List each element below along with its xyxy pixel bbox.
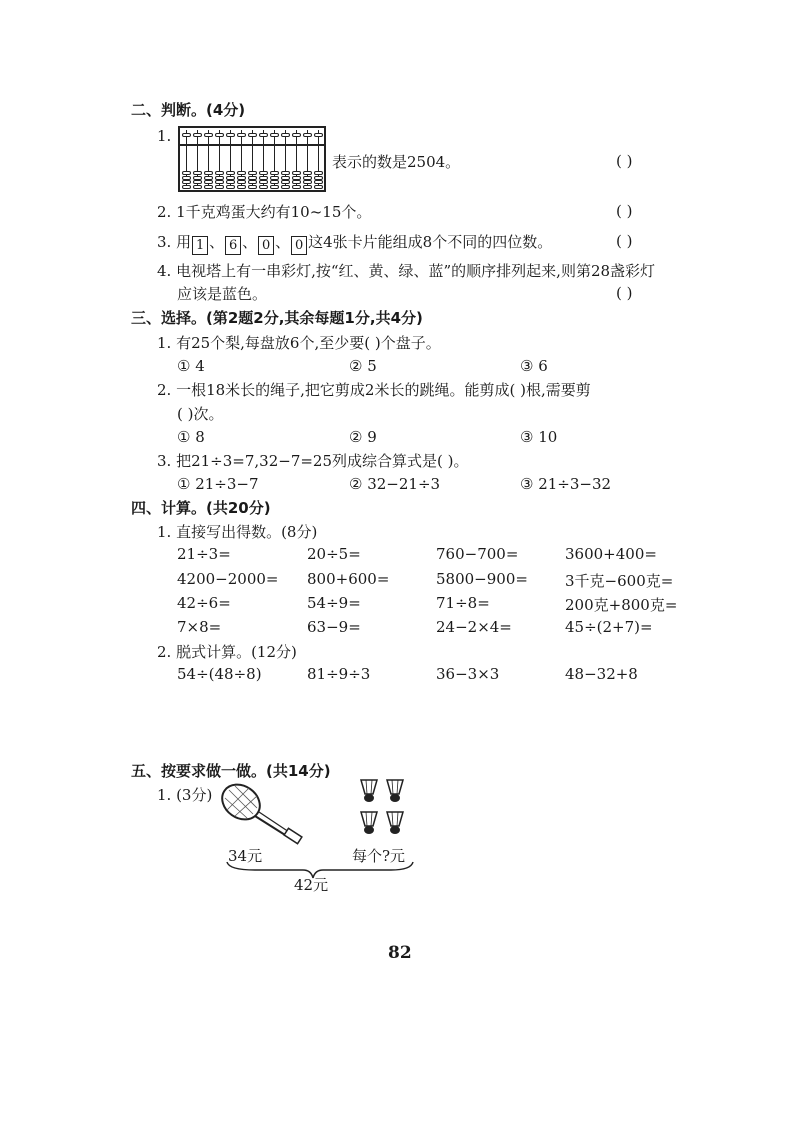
calc-item: 71÷8= [436,594,490,612]
abacus-bead [314,171,323,175]
abacus-bead [237,133,246,137]
choice-q2-line2: ( )次。 [177,405,224,423]
abacus-bead [215,185,224,189]
problem-q1-label: 1. (3分) [157,786,213,804]
abacus-bead [204,133,213,137]
abacus-bead [270,133,279,137]
abacus-bead [259,185,268,189]
choice-q1-option-c[interactable]: ③ 6 [520,357,548,375]
abacus-bead [215,133,224,137]
choice-q3-option-b[interactable]: ② 32−21÷3 [349,475,441,493]
abacus-bead [237,176,246,180]
choice-q1-option-b[interactable]: ② 5 [349,357,377,375]
judge-q4-line2: 应该是蓝色。 [177,285,268,303]
shuttlecock-icon [361,812,377,834]
calc-sub1-title: 1. 直接写出得数。(8分) [157,523,318,541]
abacus-bead [270,176,279,180]
calc-item: 63−9= [307,618,361,636]
judge-q3-answer[interactable]: ( ) [616,232,633,250]
abacus-bead [314,180,323,184]
abacus-bead [281,180,290,184]
judge-q3-prefix: 3. 用 [157,233,192,251]
abacus-bead [248,171,257,175]
abacus-bead [270,180,279,184]
calc-item: 3600+400= [565,545,657,563]
judge-q3-text: 3. 用 1 、 6 、 0 、 0 这4张卡片能组成8个不同的四位数。 [157,233,553,253]
abacus-bead [281,185,290,189]
abacus-bead [182,133,191,137]
abacus-bead [226,171,235,175]
abacus-bead [215,180,224,184]
abacus-bead [248,176,257,180]
abacus-bead [270,185,279,189]
abacus-bead [314,176,323,180]
choice-q3-option-a[interactable]: ① 21÷3−7 [177,475,259,493]
abacus-bead [237,185,246,189]
abacus-bead [182,185,191,189]
abacus-bead [292,133,301,137]
calc-item: 54÷9= [307,594,361,612]
section-2-title: 二、判断。(4分) [131,101,246,119]
shuttlecock-icon [387,780,403,802]
choice-q3-text: 3. 把21÷3=7,32−7=25列成综合算式是( )。 [157,452,469,470]
abacus-bead [259,133,268,137]
abacus-bead [226,185,235,189]
choice-q2-option-a[interactable]: ① 8 [177,428,205,446]
choice-q1-option-a[interactable]: ① 4 [177,357,205,375]
judge-q1-text: 表示的数是2504。 [332,153,461,171]
abacus-illustration [178,126,326,192]
abacus-bead [303,176,312,180]
choice-q1-text: 1. 有25个梨,每盘放6个,至少要( )个盘子。 [157,334,441,352]
abacus-bead [248,180,257,184]
abacus-bead [248,133,257,137]
abacus-bead [226,176,235,180]
shuttlecock-icon [387,812,403,834]
calc-sub2-title: 2. 脱式计算。(12分) [157,643,297,661]
abacus-bead [215,176,224,180]
step-calc-item: 54÷(48÷8) [177,665,262,683]
abacus-bead [281,133,290,137]
shuttlecock-price: 每个?元 [352,847,406,865]
abacus-bead [182,171,191,175]
abacus-bead [303,133,312,137]
abacus-bead [237,171,246,175]
abacus-bead [237,180,246,184]
abacus-bead [281,171,290,175]
calc-item: 800+600= [307,570,390,588]
judge-q1-answer[interactable]: ( ) [616,152,633,170]
calc-item: 5800−900= [436,570,528,588]
racket-price: 34元 [228,847,263,865]
abacus-bead [303,185,312,189]
calc-item: 3千克−600克= [565,572,674,590]
abacus-bead [182,176,191,180]
abacus-bead [182,180,191,184]
abacus-bead [314,133,323,137]
calc-item: 21÷3= [177,545,231,563]
abacus-bead [193,185,202,189]
choice-q2-option-c[interactable]: ③ 10 [520,428,558,446]
abacus-bead [292,176,301,180]
abacus-bead [303,171,312,175]
choice-q2-option-b[interactable]: ② 9 [349,428,377,446]
step-calc-item: 48−32+8 [565,665,638,683]
number-card: 0 [291,236,307,255]
abacus-bead [193,171,202,175]
shuttlecock-icon [361,780,377,802]
page-number: 82 [388,943,412,963]
calc-item: 20÷5= [307,545,361,563]
abacus-bead [281,176,290,180]
calc-item: 760−700= [436,545,519,563]
abacus-bead [259,180,268,184]
judge-q2-text: 2. 1千克鸡蛋大约有10~15个。 [157,203,372,221]
judge-q1-number: 1. [157,127,172,145]
abacus-bead [314,185,323,189]
total-price: 42元 [294,876,329,894]
calc-item: 7×8= [177,618,222,636]
abacus-bead [292,171,301,175]
number-card: 1 [192,236,208,255]
abacus-bead [226,133,235,137]
abacus-bead [303,180,312,184]
abacus-bead [259,176,268,180]
abacus-bead [204,171,213,175]
abacus-bead [292,185,301,189]
abacus-bead [204,185,213,189]
number-card: 0 [258,236,274,255]
abacus-bead [248,185,257,189]
abacus-bead [215,171,224,175]
number-card: 6 [225,236,241,255]
badminton-racket-icon [215,778,301,844]
abacus-bead [259,171,268,175]
choice-q3-option-c[interactable]: ③ 21÷3−32 [520,475,612,493]
judge-q4-line1: 4. 电视塔上有一串彩灯,按“红、黄、绿、蓝”的顺序排列起来,则第28盏彩灯 [157,262,656,280]
abacus-bead [193,180,202,184]
abacus-bead [193,176,202,180]
choice-q2-line1: 2. 一根18米长的绳子,把它剪成2米长的跳绳。能剪成( )根,需要剪 [157,381,591,399]
calc-item: 4200−2000= [177,570,279,588]
calc-item: 24−2×4= [436,618,512,636]
abacus-bead [204,176,213,180]
abacus-bead [270,171,279,175]
calc-item: 200克+800克= [565,596,678,614]
abacus-bead [292,180,301,184]
calc-item: 42÷6= [177,594,231,612]
judge-q3-suffix: 这4张卡片能组成8个不同的四位数。 [308,233,553,251]
section-3-title: 三、选择。(第2题2分,其余每题1分,共4分) [131,309,423,327]
judge-q4-answer[interactable]: ( ) [616,284,633,302]
abacus-bead [226,180,235,184]
section-4-title: 四、计算。(共20分) [131,499,271,517]
abacus-bead [193,133,202,137]
calc-item: 45÷(2+7)= [565,618,653,636]
abacus-bead [204,180,213,184]
step-calc-item: 36−3×3 [436,665,500,683]
section-5-title: 五、按要求做一做。(共14分) [131,762,331,780]
step-calc-item: 81÷9÷3 [307,665,371,683]
judge-q2-answer[interactable]: ( ) [616,202,633,220]
